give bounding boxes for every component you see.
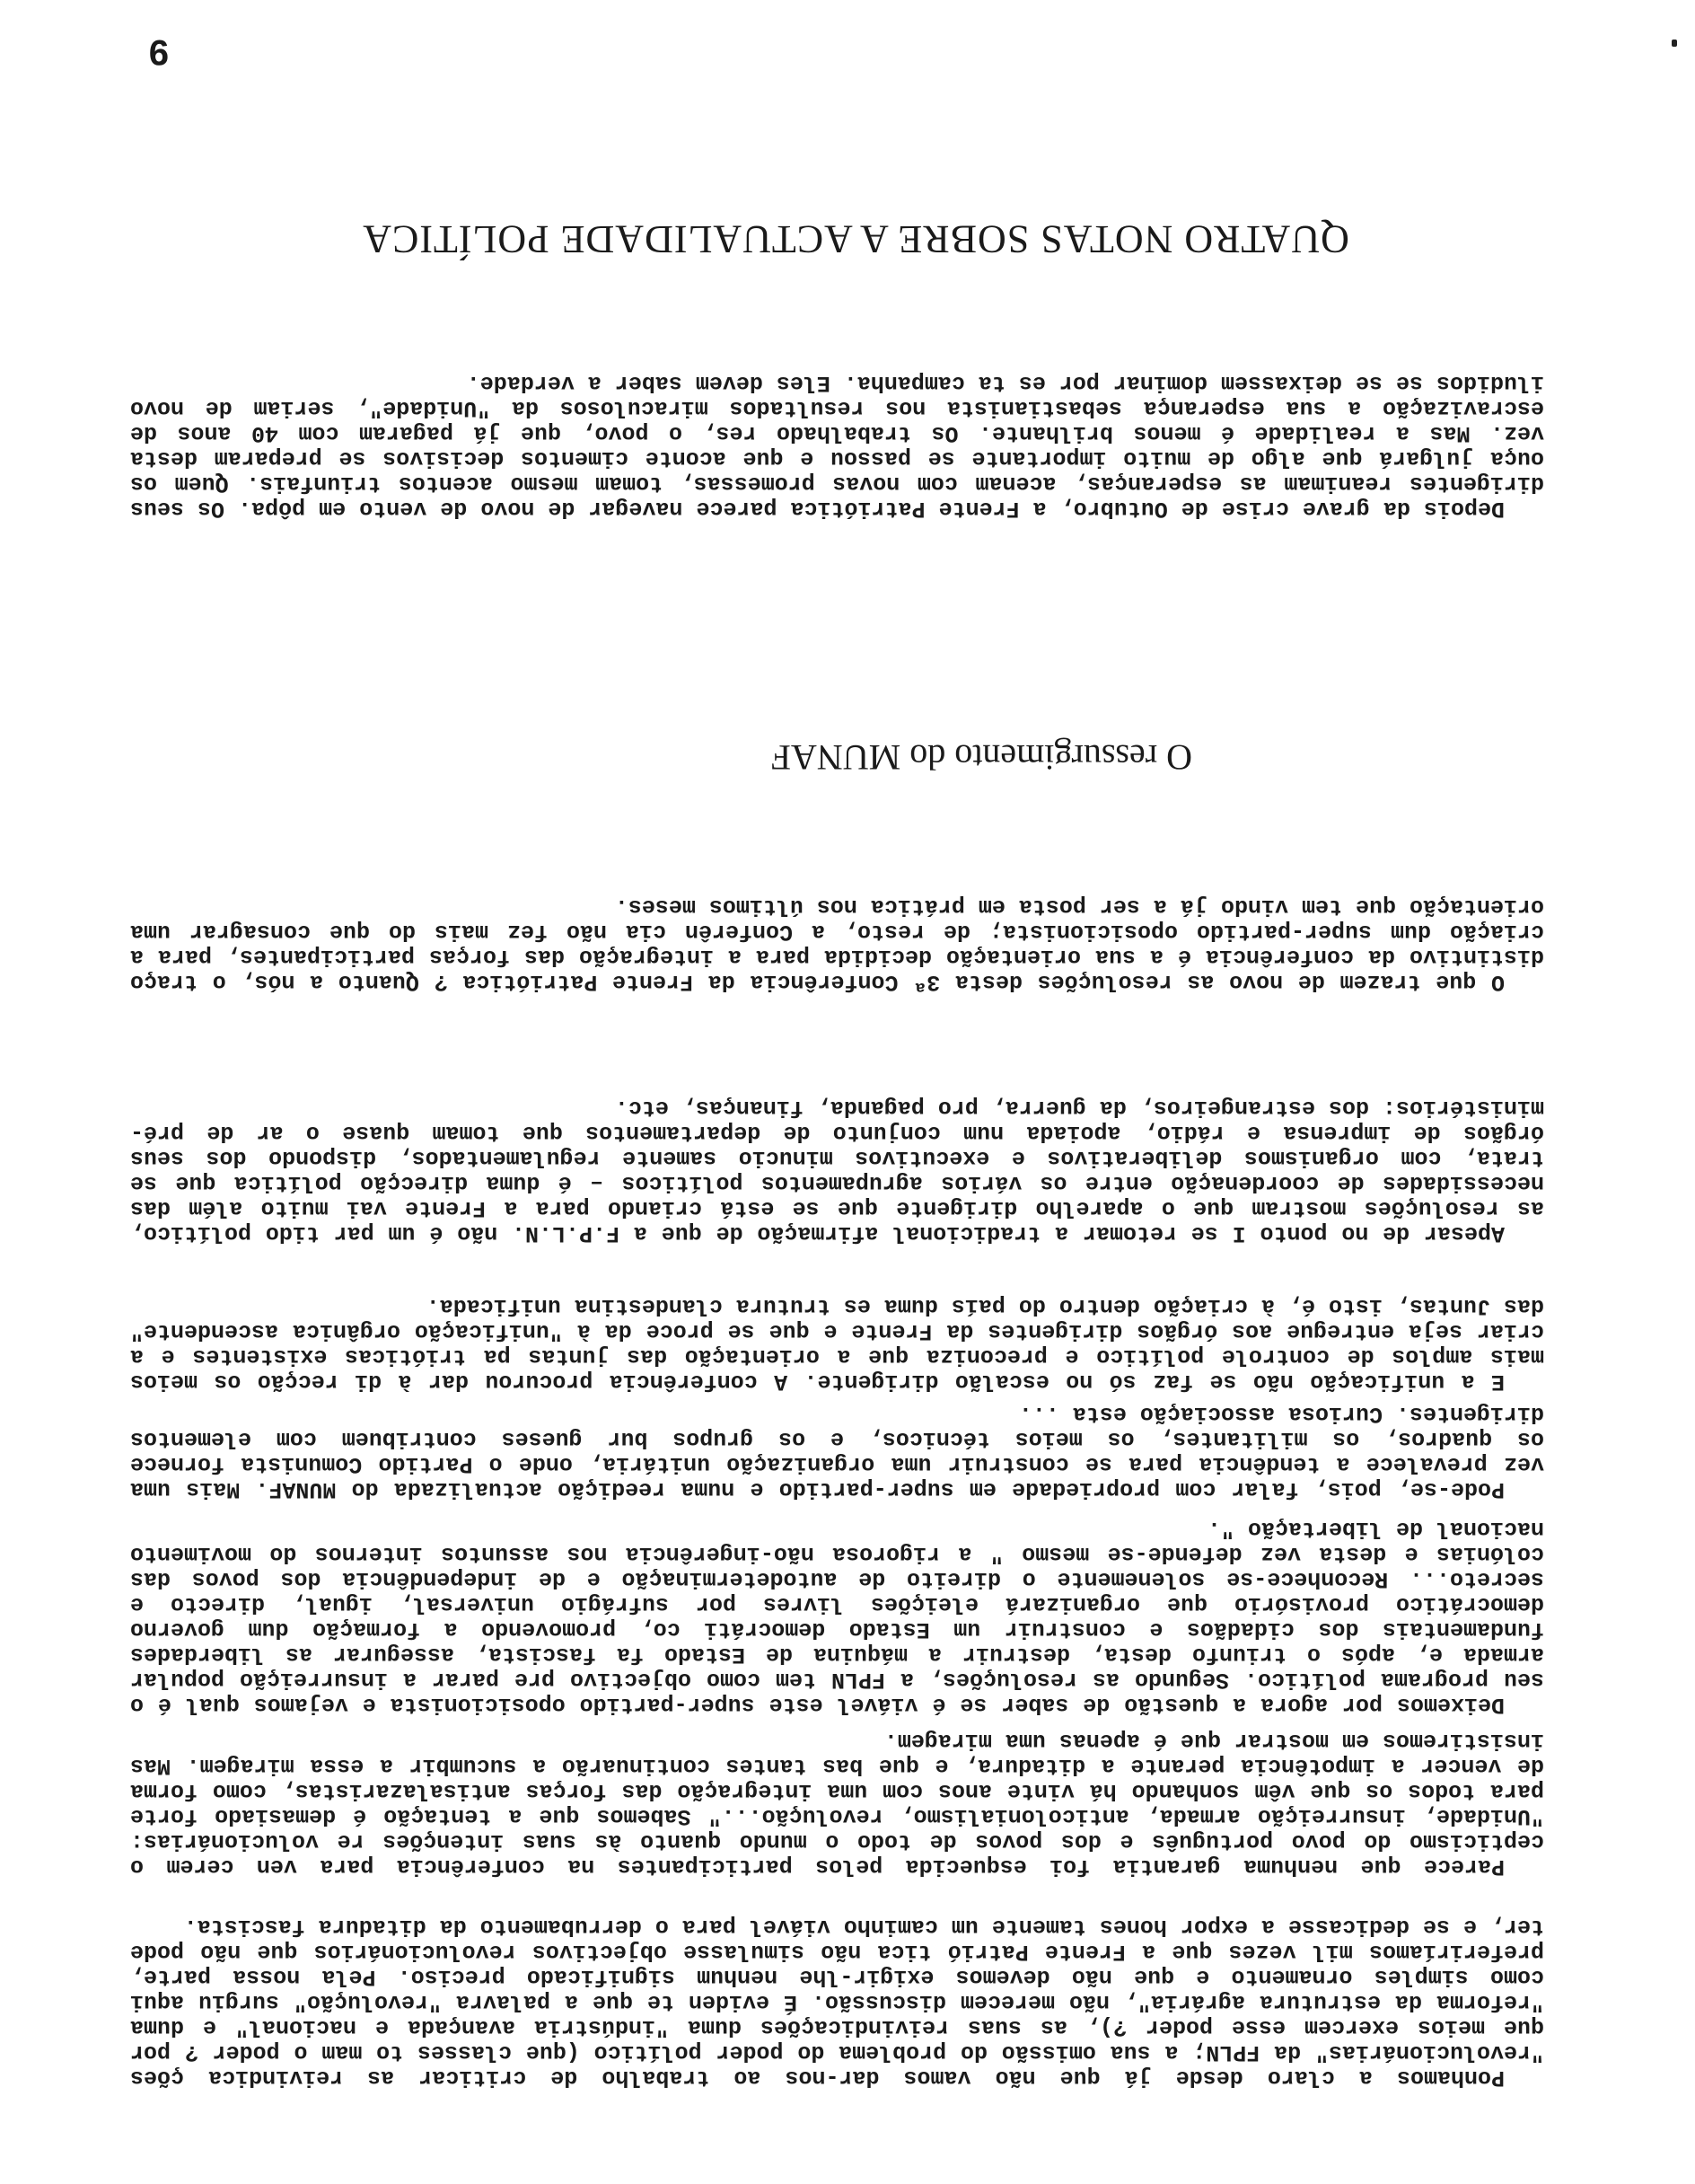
paragraph-2: Apesar de no ponto I se retomar a tradicional afirmação de que a F.P.L.N. não é um par tido político, as resoluções mostram que o aparelho dirigente que se está criando para a Frente vai muito além das necessidades de coordenação entre os vários agrupamentos políticos – é duma direcção política que se trata, com organismos deliberativos e executivos minucio samente regulamentados, dispondo dos seus órgãos de imprensa e rádio, apoiada num conjunto de departamentos que tomam quase o ar de pré-ministérios: dos estrangeiros, da guerra, pro paganda, finanças, etc. xyxy=(130,1095,1544,1246)
intro-paragraph: Depois da grave crise de Outubro, a Frente Patriótica parece navegar de novo de vento em pôpa. Os seus dirigentes reanimam as esperanças, acenam com novas promessas, tomam mesmo acentos triunfais. Quem os ouça julgará que algo de muito importante se passou e que aconte cimentos decisivos se preparam desta vez. Mas a realidade é menos brilhante. Os trabalhado res, o povo, que já pagaram com 40 anos de escravização a sua esperança sebastianista nos resultados miraculosos da "Unidade", seriam de novo iludidos se se deixassem dominar por es ta campanha. Eles devem saber a verdade. xyxy=(130,370,1544,522)
stray-ink-mark xyxy=(1672,40,1677,47)
paragraph-7: Ponhamos a claro desde já que não vamos dar-nos ao trabalho de criticar as reivindica ções "revolucionárias" da FPLN; a sua omissão do problema do poder político (que classes to mam o poder ? por que meios exercem esse poder ?), as suas reivindicações duma "indústria avançada e nacional" e duma "reforma da estrutura agrária", não merecem discussão. É eviden te que a palavra "revolução" surgiu aqui como simples ornamento e que não devemos exigir-lhe nenhum significado preciso. Pela nossa parte, preferiríamos mil vezes que a Frente Patrió tica não simulasse objectivos revolucionários que não pode ter, e se dedicasse a expor hones tamente um caminho viável para o derrubamento da ditadura fascista. xyxy=(130,1914,1544,2091)
paragraph-1: O que trazem de novo as resoluções desta 3ª Conferência da Frente Patriótica ? Quanto a nós, o traço distintivo da conferência é a sua orientação decidida para a integração das forças participantes, para a criação dum super-partido oposicionista; de resto, a Conferên cia não fez mais do que consagrar uma orientação que tem vindo já a ser posta em prática nos últimos meses. xyxy=(130,894,1544,995)
section-title: O ressurgimento do MUNAF xyxy=(770,737,1192,778)
paragraph-3: E a unificação não se faz só no escalão dirigente. A conferência procurou dar à di recção os meios mais amplos de controle político e preconiza que a orientação das juntas pa trióticas existentes e a criar seja entregue aos órgãos dirigentes da Frente e que se proce da à "unificação orgânica ascendente" das Juntas, isto é, à criação dentro do país duma es trutura clandestina unificada. xyxy=(130,1293,1544,1395)
paragraph-4: Pode-se, pois, falar com propriedade em super-partido e numa reedição actualizada do MUNAF. Mais uma vez prevalece a tendência para se construir uma organização unitária, onde o Partido Comunista fornece os quadros, os militantes, os meios técnicos, e os grupos bur gueses contribuem com elementos dirigentes. Curiosa associação esta ... xyxy=(130,1401,1544,1502)
page-title: QUATRO NOTAS SOBRE A ACTUALIDADE POLÍTICA xyxy=(362,217,1349,261)
page-number: 9 xyxy=(148,32,169,72)
paragraph-6: Parece que nenhuma garantia foi esquecida pelos participantes na conferência para ven cerem o cepticismo do povo português e dos povos de todo o mundo quanto às suas intenções re volucionárias: "Unidade, insurreição armada, anticolonialismo, revolução..." Sabemos que a tentação é demasiado forte para todos os que vêm sonhando há vinte anos com uma integração das forças antisalazaristas, como forma de vencer a impotência perante a ditadura, e que bas tantes continuarão a sucumbir a essa miragem. Mas insistiremos em mostrar que é apenas uma miragem. xyxy=(130,1728,1544,1880)
paragraph-5: Deixemos por agora a questão de saber se é viável este super-partido oposicionista e vejamos qual é o seu programa político. Segundo as resoluções, a FPLN tem como objectivo pre parar a insurreição popular armada e, após o triunfo desta, destruir a máquina de Estado fa fascista, assegurar as liberdades fundamentais dos cidadãos e construir um Estado democráti co, promovendo a formação dum governo democrático provisório que organizará eleições livres por sufrágio universal, igual, directo e secreto... Reconhece-se solenemente o direito de autodeterminação e de independência dos povos das colónias e desta vez defende-se mesmo " a rigorosa não-ingerência nos assuntos internos do movimento nacional de libertação ". xyxy=(130,1516,1544,1718)
